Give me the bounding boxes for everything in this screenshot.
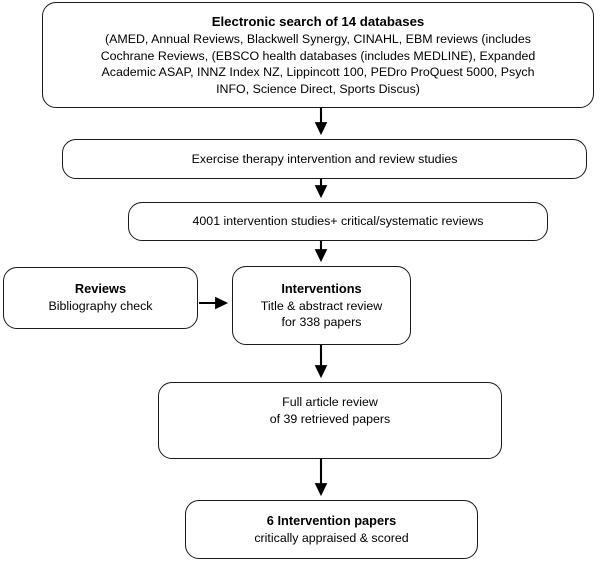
interventions-box — [232, 266, 411, 345]
full-article-review-line-1: Full article review — [282, 395, 378, 410]
reviews-heading: Reviews — [74, 281, 127, 297]
final-intervention-papers-heading: 6 Intervention papers — [266, 512, 397, 528]
full-article-review-box — [158, 382, 502, 459]
electronic-search-line-2: Cochrane Reviews, (EBSCO health databases (includes MEDLINE), Expanded — [100, 48, 536, 63]
exercise-therapy-label: Exercise therapy intervention and review studies — [191, 151, 458, 166]
interventions-heading: Interventions — [281, 280, 362, 296]
interventions-line-1: Title & abstract review — [260, 298, 383, 313]
intervention-studies-label: 4001 intervention studies+ critical/systematic reviews — [192, 214, 484, 229]
full-article-review-line-2: of 39 retrieved papers — [269, 411, 391, 426]
electronic-search-line-1: (AMED, Annual Reviews, Blackwell Synergy, CINAHL, EBM reviews (includes — [104, 32, 531, 47]
full-article-review-text — [159, 394, 501, 427]
reviews-box — [3, 267, 198, 329]
electronic-search-line-4: INFO, Science Direct, Sports Discus) — [216, 81, 420, 96]
intervention-studies-box — [128, 202, 548, 241]
exercise-therapy-box — [62, 139, 587, 179]
electronic-search-line-3: Academic ASAP, INNZ Index NZ, Lippincott 100, PEDro ProQuest 5000, Psych — [101, 65, 535, 80]
final-intervention-papers-line-1: critically appraised & scored — [254, 530, 409, 545]
electronic-search-heading: Electronic search of 14 databases — [211, 14, 425, 30]
final-intervention-papers-box — [185, 500, 478, 559]
electronic-search-box — [42, 2, 594, 108]
interventions-line-2: for 338 papers — [281, 314, 362, 329]
reviews-line-1: Bibliography check — [48, 299, 153, 314]
